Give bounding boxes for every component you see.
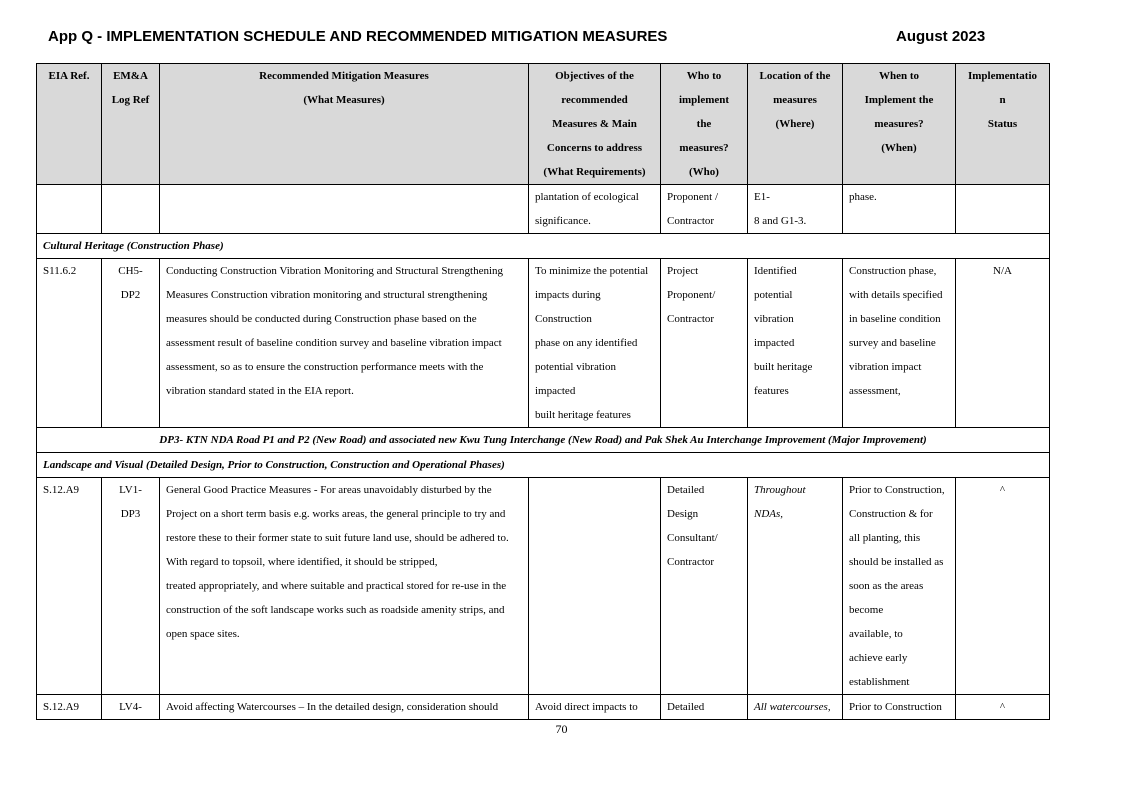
table-row <box>37 259 1050 428</box>
header-when: When to Implement the measures? (When) <box>843 64 956 185</box>
cell-location: Identified potential vibration impacted built heritage features <box>748 259 843 428</box>
cell-who: Project Proponent/ Contractor <box>661 259 748 428</box>
cell-log-ref: LV1- DP3 <box>102 478 160 695</box>
cell-when: Prior to Construction <box>843 695 956 720</box>
cell-eia-ref: S.12.A9 <box>37 695 102 720</box>
header-location: Location of the measures (Where) <box>748 64 843 185</box>
cell-objectives: Avoid direct impacts to <box>529 695 661 720</box>
cell-measures: Avoid affecting Watercourses – In the detailed design, consideration should <box>160 695 529 720</box>
cell-location: Throughout NDAs, <box>748 478 843 695</box>
table-row <box>37 185 1050 234</box>
cell-location: All watercourses, <box>748 695 843 720</box>
cell-when: phase. <box>843 185 956 234</box>
dp3-title: DP3- KTN NDA Road P1 and P2 (New Road) and associated new Kwu Tung Interchange (New Road) and Pak Shek Au Interchange Improvement (Major Improvement) <box>37 428 1050 453</box>
header-status: Implementatio n Status <box>956 64 1050 185</box>
table-header-row <box>37 64 1050 185</box>
cell-who: Detailed <box>661 695 748 720</box>
cell-eia-ref: S11.6.2 <box>37 259 102 428</box>
cell-objectives: To minimize the potential impacts during Construction phase on any identified potential vibration impacted built heritage features <box>529 259 661 428</box>
cell-status: N/A <box>956 259 1050 428</box>
section-title: Cultural Heritage (Construction Phase) <box>37 234 1050 259</box>
cell-when: Prior to Construction, Construction & for all planting, this should be installed as soon as the areas become available, to achieve early establishment <box>843 478 956 695</box>
implementation-schedule-table <box>36 63 1050 720</box>
cell-log-ref: CH5- DP2 <box>102 259 160 428</box>
table-row <box>37 695 1050 720</box>
header-who: Who to implement the measures? (Who) <box>661 64 748 185</box>
cell-who: Proponent / Contractor <box>661 185 748 234</box>
section-row-cultural-heritage <box>37 234 1050 259</box>
cell-when: Construction phase, with details specified in baseline condition survey and baseline vibration impact assessment, <box>843 259 956 428</box>
cell-status: ^ <box>956 478 1050 695</box>
cell-eia-ref: S.12.A9 <box>37 478 102 695</box>
cell-status: ^ <box>956 695 1050 720</box>
cell-objectives <box>529 478 661 695</box>
header-measures: Recommended Mitigation Measures (What Measures) <box>160 64 529 185</box>
document-title: App Q - IMPLEMENTATION SCHEDULE AND RECOMMENDED MITIGATION MEASURES <box>48 28 668 45</box>
header-log-ref: EM&A Log Ref <box>102 64 160 185</box>
cell-measures: General Good Practice Measures - For areas unavoidably disturbed by the Project on a short term basis e.g. works areas, the general principle to try and restore these to their former state to suit future land use, should be adhered to. With regard to topsoil, where identified, it should be stripped, treated appropriately, and where suitable and practical stored for re-use in the construction of the soft landscape works such as roadside amenity strips, and open space sites. <box>160 478 529 695</box>
section-row-dp3 <box>37 428 1050 453</box>
header-eia-ref: EIA Ref. <box>37 64 102 185</box>
table-row <box>37 478 1050 695</box>
cell-objectives: plantation of ecological significance. <box>529 185 661 234</box>
cell-who: Detailed Design Consultant/ Contractor <box>661 478 748 695</box>
header-objectives: Objectives of the recommended Measures & Main Concerns to address (What Requirements) <box>529 64 661 185</box>
cell-log-ref: LV4- <box>102 695 160 720</box>
cell-location: E1- 8 and G1-3. <box>748 185 843 234</box>
page-number: 70 <box>555 722 568 736</box>
section-title: Landscape and Visual (Detailed Design, Prior to Construction, Construction and Operational Phases) <box>37 453 1050 478</box>
section-row-landscape <box>37 453 1050 478</box>
document-date: August 2023 <box>896 28 986 45</box>
cell-measures: Conducting Construction Vibration Monitoring and Structural Strengthening Measures Construction vibration monitoring and structural strengthening measures should be conducted during Construction phase based on the assessment result of baseline condition survey and baseline vibration impact assessment, so as to ensure the construction performance meets with the vibration standard stated in the EIA report. <box>160 259 529 428</box>
